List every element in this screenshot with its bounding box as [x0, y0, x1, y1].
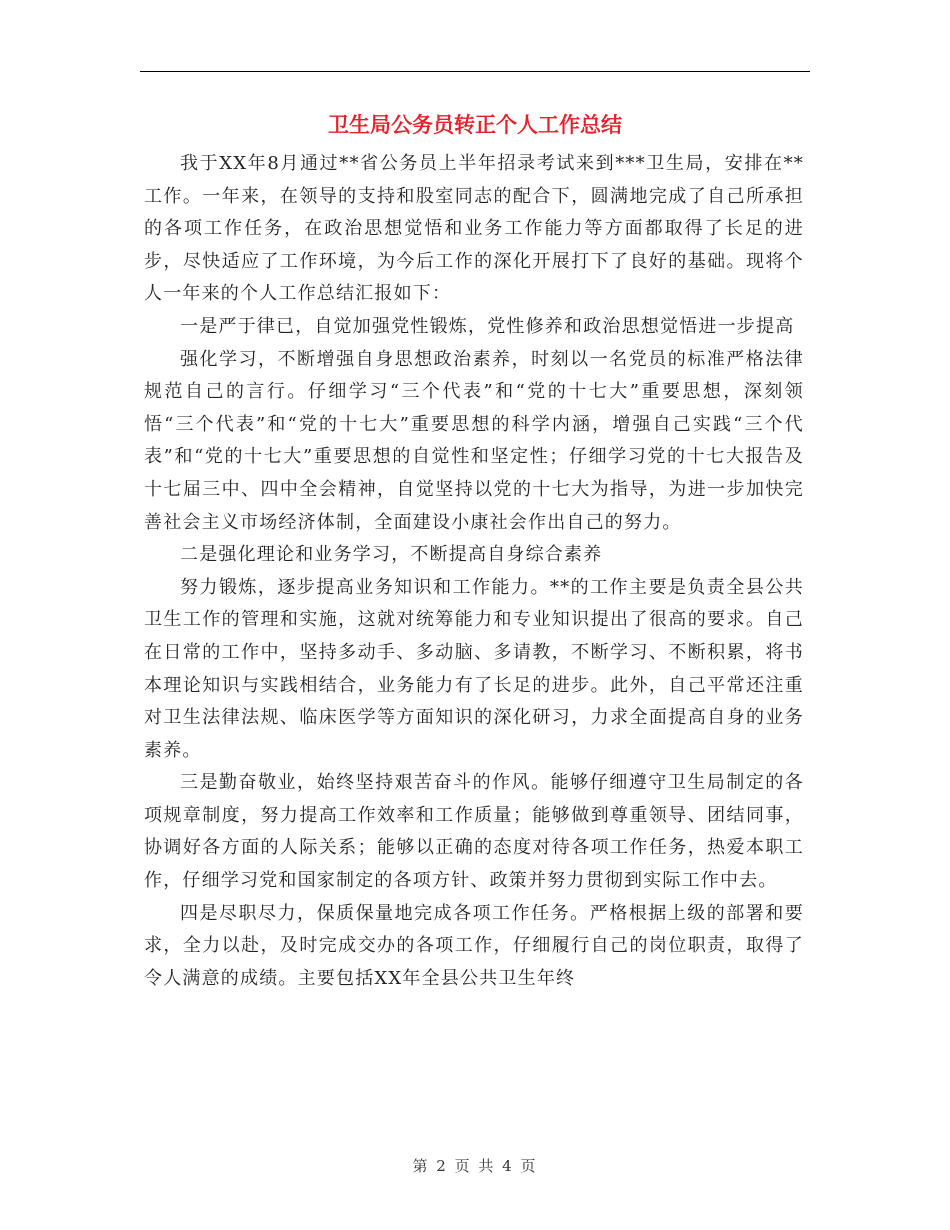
paragraph-intro: 我于XX年8月通过**省公务员上半年招录考试来到***卫生局，安排在**工作。一年来，在领导的支持和股室同志的配合下，圆满地完成了自己所承担的各项工作任务，在政治思想觉悟和业务工作能力等方面都取得了长足的进步，尽快适应了工作环境，为今后工作的深化开展打下了良好的基础。现将个人一年来的个人工作总结汇报如下： [144, 153, 804, 305]
document-body [144, 148, 804, 995]
paragraph-heading-2: 二是强化理论和业务学习，不断提高自身综合素养 [180, 544, 603, 566]
paragraph-section-4: 四是尽职尽力，保质保量地完成各项工作任务。严格根据上级的部署和要求，全力以赴，及时完成交办的各项工作，仔细履行自己的岗位职责，取得了令人满意的成绩。主要包括XX年全县公共卫生年终 [144, 902, 804, 989]
paragraph-section-3: 三是勤奋敬业，始终坚持艰苦奋斗的作风。能够仔细遵守卫生局制定的各项规章制度，努力提高工作效率和工作质量；能够做到尊重领导、团结同事，协调好各方面的人际关系；能够以正确的态度对待各项工作任务，热爱本职工作，仔细学习党和国家制定的各项方针、政策并努力贯彻到实际工作中去。 [144, 772, 804, 892]
document-title: 卫生局公务员转正个人工作总结 [328, 112, 622, 137]
paragraph-body-1: 强化学习，不断增强自身思想政治素养，时刻以一名党员的标准严格法律规范自己的言行。仔细学习“三个代表”和“党的十七大”重要思想，深刻领悟“三个代表”和“党的十七大”重要思想的科学内涵，增强自己实践“三个代表”和“党的十七大”重要思想的自觉性和坚定性；仔细学习党的十七大报告及十七届三中、四中全会精神，自觉坚持以党的十七大为指导，为进一步加快完善社会主义市场经济体制，全面建设小康社会作出自己的努力。 [144, 348, 804, 533]
page-footer: 第 2 页 共 4 页 [412, 1157, 538, 1175]
paragraph-body-2: 努力锻炼，逐步提高业务知识和工作能力。**的工作主要是负责全县公共卫生工作的管理和实施，这就对统筹能力和专业知识提出了很高的要求。自己在日常的工作中，坚持多动手、多动脑、多请教，不断学习、不断积累，将书本理论知识与实践相结合，业务能力有了长足的进步。此外，自己平常还注重对卫生法律法规、临床医学等方面知识的深化研习，力求全面提高自身的业务素养。 [144, 576, 804, 761]
header-rule [140, 71, 810, 72]
paragraph-heading-1: 一是严于律已，自觉加强党性锻炼，党性修养和政治思想觉悟进一步提高 [180, 315, 795, 337]
